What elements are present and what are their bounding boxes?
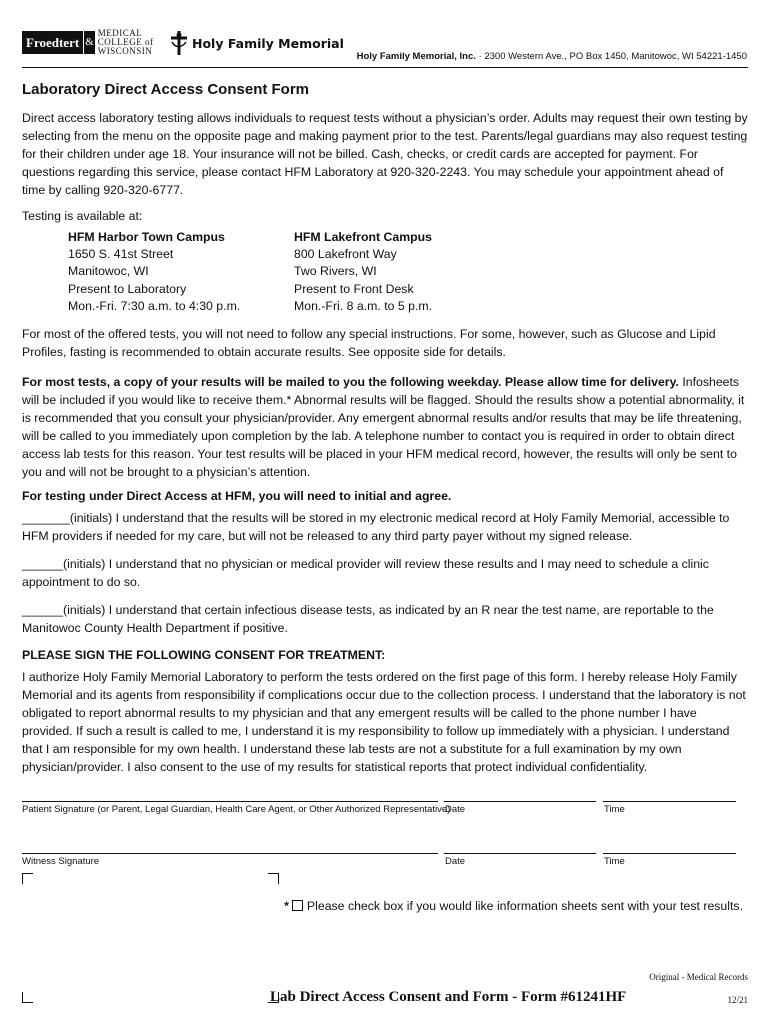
campus-name: HFM Harbor Town Campus (68, 230, 225, 244)
initial-item-2: ______(initials) I understand that no physician or medical provider will review these results and I may need to schedule a clinic appointment to do so. (22, 557, 709, 589)
witness-time-line[interactable] (603, 853, 736, 854)
header-address (357, 51, 747, 62)
logo-ampersand: & (84, 31, 95, 54)
cross-icon (168, 30, 190, 56)
campus-lakefront (294, 229, 432, 315)
patient-signature-label: Patient Signature (or Parent, Legal Guardian, Health Care Agent, or Other Authorized Representative) (22, 804, 451, 815)
campus-street: 800 Lakefront Way (294, 247, 397, 262)
hfm-logo (168, 30, 344, 56)
mcw-logo-text (98, 29, 154, 56)
intro-paragraph: Direct access laboratory testing allows individuals to request tests without a physician’s order. Adults may request their own testing by selecting from the menu on the opposite page and making payment prior to the test. Parents/legal guardians may also request testing for their children under age 18. Your insurance will not be billed. Cash, checks, or credit cards are accepted for payment. For questions regarding this service, please contact HFM Laboratory at 920-320-2243. You may schedule your appointment ahead of time by calling 920-320-6777. (22, 111, 748, 197)
patient-time-label: Time (604, 804, 625, 815)
corner-mark-top-left (22, 873, 33, 884)
campus-present: Present to Laboratory (68, 281, 187, 296)
header-divider (22, 67, 748, 68)
patient-date-line[interactable] (444, 801, 596, 802)
campus-name: HFM Lakefront Campus (294, 230, 433, 244)
initial-item-1: _______(initials) I understand that the results will be stored in my electronic medical record at Holy Family Memorial, accessible to HFM providers if needed for my care, but will not be released to any third party payer without my signed release. (22, 511, 730, 543)
patient-date-label: Date (445, 804, 466, 815)
witness-signature-line[interactable] (22, 853, 438, 854)
witness-time-label: Time (604, 856, 625, 867)
results-bold: For most tests, a copy of your results will be mailed to you the following weekday. Please allow time for delivery. (22, 375, 679, 389)
campus-city: Manitowoc, WI (68, 264, 149, 279)
consent-heading: PLEASE SIGN THE FOLLOWING CONSENT FOR TREATMENT: (22, 648, 386, 662)
checkbox-label: Please check box if you would like information sheets sent with your test results. (306, 899, 743, 913)
info-sheet-checkbox[interactable] (292, 900, 303, 911)
initial-item-3: ______(initials) I understand that certain infectious disease tests, as indicated by an R near the test name, are reportable to the Manitowoc County Health Department if positive. (22, 603, 714, 635)
org-name: Holy Family Memorial, Inc. (356, 51, 476, 62)
witness-date-line[interactable] (444, 853, 596, 854)
checkbox-star: * (284, 899, 289, 913)
corner-mark-bottom-left (22, 992, 33, 1003)
form-title: Laboratory Direct Access Consent Form (22, 81, 310, 98)
mcw-line-2: COLLEGE of (97, 36, 154, 47)
campus-harbor-town (68, 229, 240, 315)
witness-signature-label: Witness Signature (22, 856, 100, 867)
patient-time-line[interactable] (603, 801, 736, 802)
froedtert-logo-text: Froedtert (22, 31, 83, 54)
consent-paragraph: I authorize Holy Family Memorial Laboratory to perform the tests ordered on the first page of this form. I hereby release Holy Family Memorial and its agents from responsibility if complications occur due to the collection process. I understand that the laboratory is not obligated to report abnormal results to my physician and that any emergent results will be called to the phone number I have provided. If such a result is called to me, I understand it is my responsibility to follow up immediately with a physician. I understand that I am responsible for my own health. I understand these lab tests are not a substitute for a full examination by my own physician/provider. I also consent to the use of my results for statistical reports that protect individual confidentiality. (22, 670, 746, 774)
campus-street: 1650 S. 41st Street (68, 247, 174, 262)
footer-original: Original - Medical Records (649, 972, 748, 982)
campus-hours: Mon.-Fri. 8 a.m. to 5 p.m. (294, 298, 433, 313)
fasting-paragraph: For most of the offered tests, you will not need to follow any special instructions. For some, however, such as Glucose and Lipid Profiles, fasting is recommended to obtain accurate results. See opposite side for details. (22, 327, 716, 359)
campus-present: Present to Front Desk (294, 281, 414, 296)
mcw-line-3: WISCONSIN (97, 45, 153, 56)
campus-hours: Mon.-Fri. 7:30 a.m. to 4:30 p.m. (68, 298, 241, 313)
patient-signature-line[interactable] (22, 801, 438, 802)
corner-mark-top-right (268, 873, 279, 884)
org-address: · 2300 Western Ave., PO Box 1450, Manitowoc, WI 54221-1450 (475, 51, 747, 62)
results-paragraph (22, 373, 748, 481)
footer-revision: 12/21 (727, 995, 748, 1005)
footer-form-title: Lab Direct Access Consent and Form - Form #61241HF (270, 989, 627, 1005)
froedtert-mcw-logo (22, 28, 154, 56)
results-rest: Infosheets will be included if you would like to receive them.* Abnormal results will be flagged. Should the results show a potential abnormality, it is recommended that you consult your physician/provider. Any emergent abnormal results and/or results that may be life threatening, will be called to you immediately upon completion by the lab. A telephone number to contact you is required in order to obtain direct access lab tests for this reason. Your test results will be placed in your HFM medical record, however, the results will only be sent to you and will not be brought to a physician’s attention. (22, 375, 745, 479)
mcw-line-1: MEDICAL (97, 27, 143, 38)
witness-date-label: Date (445, 856, 466, 867)
hfm-logo-text: Holy Family Memorial (192, 35, 344, 51)
initial-heading: For testing under Direct Access at HFM, you will need to initial and agree. (22, 489, 452, 503)
testing-available-label: Testing is available at: (22, 209, 143, 223)
info-sheet-checkbox-row (284, 899, 743, 913)
campus-city: Two Rivers, WI (294, 264, 377, 279)
